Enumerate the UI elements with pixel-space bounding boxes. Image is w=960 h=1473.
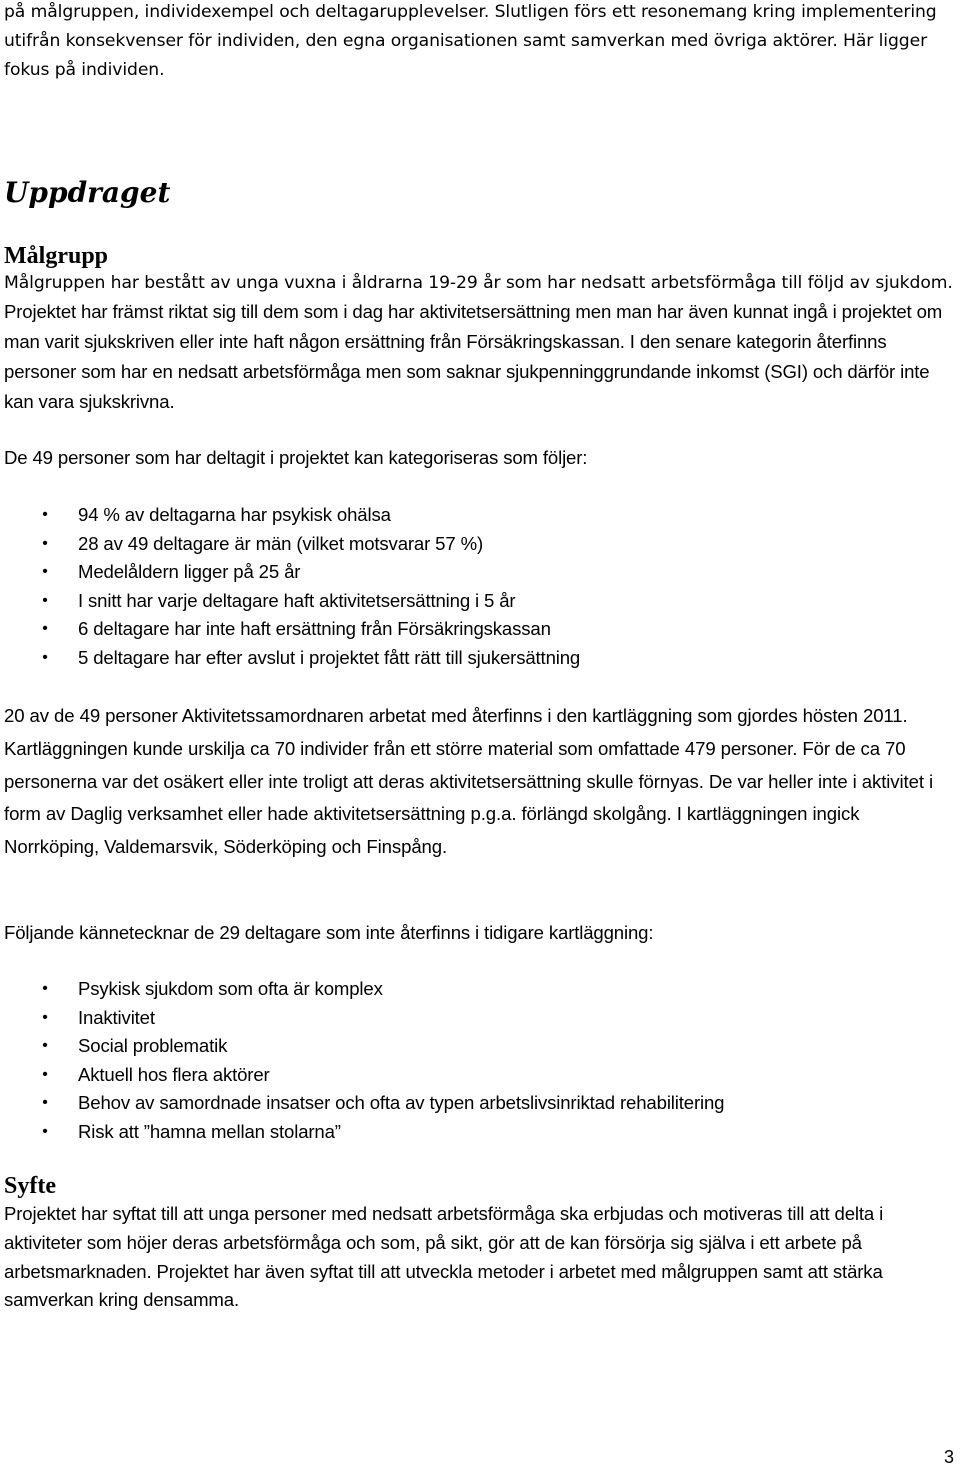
bullet-icon: • [42,591,48,609]
bullet-icon: • [42,1037,48,1055]
malgrupp-paragraph-start: Målgruppen har bestått av unga vuxna i åldrarna 19-29 år som har nedsatt arbetsförmåga till följd av sjukdom. [4,273,953,293]
list-item: • Social problematik [4,1032,956,1061]
list-item: • Risk att ”hamna mellan stolarna” [4,1118,956,1147]
list-item: • Psykisk sjukdom som ofta är komplex [4,975,956,1004]
list-item: • 94 % av deltagarna har psykisk ohälsa [4,501,956,530]
syfte-heading: Syfte [4,1173,56,1199]
page-number: 3 [943,1447,954,1467]
bullet-icon: • [42,1008,48,1026]
bullet-icon: • [42,1065,48,1083]
bullet-icon: • [42,506,48,523]
bullet-icon: • [42,563,48,581]
intro-paragraph: på målgruppen, individexempel och deltagarupplevelser. Slutligen förs ett resonemang kring implementering utifrån konsekvenser för individen, den egna organisationen samt samverkan med övriga aktörer. Här ligger fokus på individen. [4,2,937,80]
section-title: Uppdraget [4,176,171,209]
bullet-icon: • [42,534,48,552]
characteristics-intro: Följande kännetecknar de 29 deltagare som inte återfinns i tidigare kartläggning: [4,922,654,943]
list-item: • I snitt har varje deltagare haft aktivitetsersättning i 5 år [4,587,956,616]
list-item: • 6 deltagare har inte haft ersättning från Försäkringskassan [4,615,956,644]
bullet-icon: • [42,1122,48,1140]
participant-stats-list [4,501,956,673]
malgrupp-paragraph [4,269,956,418]
list-item: • 5 deltagare har efter avslut i projektet fått rätt till sjukersättning [4,644,956,673]
list-item: • 28 av 49 deltagare är män (vilket motsvarar 57 %) [4,530,956,559]
bullet-icon: • [42,620,48,638]
syfte-paragraph: Projektet har syftat till att unga personer med nedsatt arbetsförmåga ska erbjudas och motiveras till att delta i aktiviteter som höjer deras arbetsförmåga och som, på sikt, gör att de kan försörja sig själva i ett arbete på arbetsmarknaden. Projektet har även syftat till att utveckla metoder i arbetet med målgruppen samt att stärka samverkan kring densamma. [4,1203,884,1311]
bullet-icon: • [42,1094,48,1112]
list-item: • Behov av samordnade insatser och ofta av typen arbetslivsinriktad rehabilitering [4,1089,956,1118]
malgrupp-paragraph-rest: Projektet har främst riktat sig till dem som i dag har aktivitetsersättning men man har även kunnat ingå i projektet om man varit sjukskriven eller inte haft någon ersättning från Försäkringskassan. I den senare kategorin återfinns personer som har en nedsatt arbetsförmåga men som saknar sjukpenninggrundande inkomst (SGI) och därför inte kan vara sjukskrivna. [4,301,943,412]
characteristics-list [4,975,956,1147]
list-item: • Medelåldern ligger på 25 år [4,558,956,587]
kartlaggning-paragraph: 20 av de 49 personer Aktivitetssamordnaren arbetat med återfinns i den kartläggning som gjordes hösten 2011. Kartläggningen kunde urskilja ca 70 individer från ett större material som omfattade 479 personer. För de ca 70 personerna var det osäkert eller inte troligt att deras aktivitetsersättning skulle förnyas. De var heller inte i aktivitet i form av Daglig verksamhet eller hade aktivitetsersättning p.g.a. förlängd skolgång. I kartläggningen ingick Norrköping, Valdemarsvik, Söderköping och Finspång. [4,705,933,858]
list-item: • Inaktivitet [4,1004,956,1033]
bullet-icon: • [42,648,48,666]
bullet-icon: • [42,980,48,997]
list-item: • Aktuell hos flera aktörer [4,1061,956,1090]
categorization-intro: De 49 personer som har deltagit i projektet kan kategoriseras som följer: [4,447,588,468]
malgrupp-heading: Målgrupp [4,243,109,269]
